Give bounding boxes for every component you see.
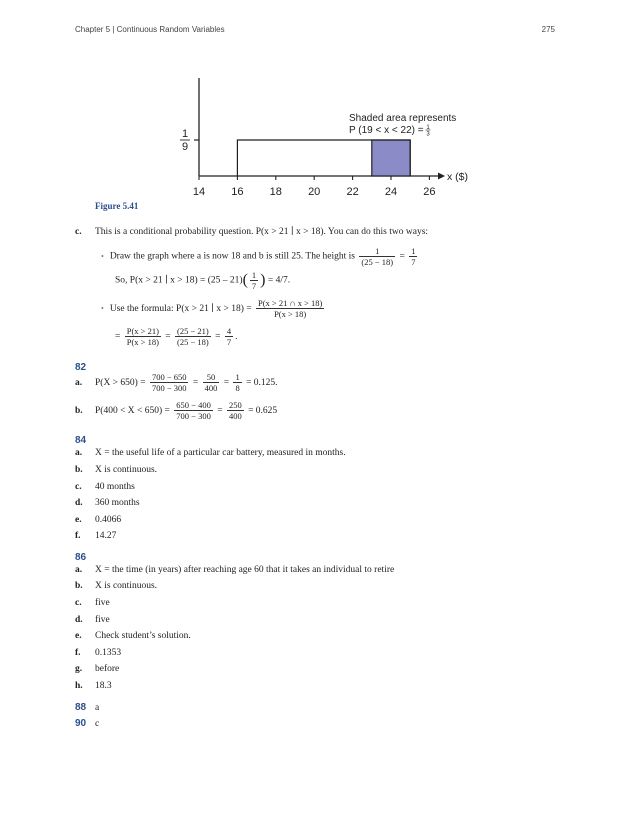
denominator: 8 (235, 383, 240, 394)
running-header: Chapter 5 | Continuous Random Variables (75, 25, 225, 34)
part-c-formula-line (115, 326, 237, 348)
q84-item (75, 447, 346, 459)
item-label: a. (75, 565, 83, 575)
denominator: 7 (251, 281, 257, 291)
numerator: P(x > 21) (126, 326, 159, 337)
item-text: This is a conditional probability question. P(x > 21 ∣ x > 18). You can do this two ways: (95, 227, 429, 237)
item-text: Check student’s solution. (95, 631, 191, 641)
item-label: c. (75, 482, 82, 492)
item-label: a. (75, 378, 83, 388)
denominator: P(x > 18) (256, 308, 324, 319)
bullet-text: Use the formula: P(x > 21 ∣ x > 18) = (109, 304, 252, 314)
item-label: b. (75, 406, 83, 416)
question-number-90: 90 (75, 718, 87, 729)
fraction (203, 372, 220, 393)
equals: = (115, 332, 121, 342)
denominator: 400 (228, 411, 242, 422)
fraction (150, 372, 189, 393)
q86-item (75, 663, 119, 675)
period: . (235, 332, 238, 342)
x-tick-label: 26 (423, 186, 436, 198)
result: = 0.625 (248, 406, 278, 416)
denominator: (25 − 18) (361, 257, 394, 267)
denominator: (25 − 18) (177, 337, 209, 348)
item-label: c. (75, 598, 82, 608)
item-label: b. (75, 581, 83, 591)
fraction (225, 326, 233, 347)
shaded-area (372, 140, 410, 176)
item-label: b. (75, 465, 83, 475)
equals: = (215, 332, 221, 342)
item-text: 18.3 (95, 681, 112, 691)
numerator: 250 (228, 400, 242, 411)
equals: = (165, 332, 171, 342)
item-label: a. (75, 448, 83, 458)
part-c-question (75, 226, 428, 238)
equals: = (399, 251, 405, 262)
equals: = (192, 378, 199, 388)
q84-item (75, 464, 157, 476)
item-label: e. (75, 515, 82, 525)
figure-caption: Figure 5.41 (95, 201, 139, 211)
so-suffix: = 4/7. (267, 275, 291, 286)
denominator: 700 − 300 (151, 383, 187, 394)
question-number-86: 86 (75, 552, 87, 563)
q86-item (75, 614, 110, 626)
annotation-fraction-denominator: 3 (426, 131, 430, 138)
question-number-88: 88 (75, 702, 87, 713)
numerator: 1 (375, 246, 380, 256)
y-tick-denominator: 9 (181, 141, 189, 153)
bullet-icon: • (101, 304, 104, 313)
x-tick-label: 16 (231, 186, 244, 198)
item-label: c. (75, 227, 82, 237)
denominator: P(x > 18) (126, 337, 159, 348)
fraction (227, 400, 244, 421)
question-number-84: 84 (75, 435, 87, 446)
fraction (250, 270, 258, 291)
q84-item (75, 481, 135, 493)
denominator: 400 (204, 383, 218, 394)
item-text: X is continuous. (95, 581, 158, 591)
q86-item (75, 597, 110, 609)
fraction (359, 246, 395, 267)
numerator: 50 (206, 372, 216, 383)
denominator: 7 (226, 337, 232, 348)
denominator: 700 − 300 (176, 411, 211, 422)
item-text: 40 months (95, 482, 135, 492)
fraction (409, 246, 417, 267)
bullet-icon: • (101, 251, 104, 261)
q86-item (75, 564, 394, 576)
part-c-so-line (115, 270, 290, 291)
numerator: 650 − 400 (176, 400, 211, 411)
item-text: X is continuous. (95, 465, 158, 475)
x-tick-label: 22 (346, 186, 359, 198)
fraction (256, 298, 324, 319)
q86-item (75, 647, 121, 659)
q90-answer: c (95, 719, 100, 729)
item-text: 0.4066 (95, 515, 122, 525)
fraction (233, 372, 241, 393)
q88-answer: a (95, 703, 100, 713)
item-text: 0.1353 (95, 648, 122, 658)
x-tick-label: 20 (308, 186, 321, 198)
numerator: 1 (251, 270, 257, 280)
uniform-distribution-figure (170, 75, 480, 200)
item-label: f. (75, 531, 81, 541)
equals: = (223, 378, 230, 388)
item-text: X = the useful life of a particular car battery, measured in months. (95, 448, 346, 458)
bullet-text: Draw the graph where a is now 18 and b is still 25. The height is (109, 251, 356, 262)
fraction (175, 326, 211, 347)
q82-part-b (75, 400, 277, 422)
annotation-line-1: Shaded area represents (349, 113, 457, 124)
x-axis-arrow (438, 173, 445, 180)
annotation-fraction-numerator: 1 (426, 125, 430, 131)
q84-item (75, 514, 121, 526)
numerator: (25 − 21) (177, 326, 209, 337)
item-text: five (95, 615, 110, 625)
x-axis-label: x ($) (447, 171, 468, 183)
close-paren: ) (260, 271, 266, 289)
so-prefix: So, P(x > 21 ∣ x > 18) = (25 – 21) (115, 275, 243, 286)
numerator: 1 (411, 246, 416, 256)
fraction (174, 400, 213, 421)
question-number-82: 82 (75, 362, 87, 373)
equals: = (217, 406, 223, 416)
item-label: d. (75, 615, 83, 625)
numerator: 700 − 650 (151, 372, 187, 383)
expression-prefix: P(X > 650) = (95, 378, 146, 388)
item-text: X = the time (in years) after reaching age 60 that it takes an individual to retire (95, 565, 395, 575)
y-tick-numerator: 1 (181, 128, 189, 140)
fraction (125, 326, 161, 347)
q86-item (75, 630, 191, 642)
numerator: 4 (226, 326, 232, 337)
item-label: h. (75, 681, 83, 691)
item-label: g. (75, 664, 83, 674)
x-tick-label: 24 (384, 186, 398, 198)
result: = 0.125. (246, 378, 278, 388)
q84-item (75, 530, 116, 542)
annotation-probability: P (19 < x < 22) = (349, 125, 424, 136)
open-paren: ( (242, 271, 248, 289)
q86-item (75, 580, 157, 592)
item-label: f. (75, 648, 81, 658)
part-c-bullet-1 (101, 246, 419, 267)
denominator: 7 (411, 257, 416, 267)
x-tick-label: 18 (269, 186, 282, 198)
numerator: 1 (235, 372, 240, 383)
item-text: before (95, 664, 120, 674)
item-text: 360 months (95, 498, 140, 508)
numerator: P(x > 21 ∩ x > 18) (257, 298, 323, 309)
item-text: five (95, 598, 110, 608)
part-c-bullet-2 (101, 298, 326, 320)
item-label: d. (75, 498, 83, 508)
item-label: e. (75, 631, 82, 641)
x-tick-label: 14 (192, 186, 206, 198)
q84-item (75, 497, 140, 509)
item-text: 14.27 (95, 531, 117, 541)
expression-prefix: P(400 < X < 650) = (95, 406, 170, 416)
q86-item (75, 680, 112, 692)
page-number: 275 (541, 25, 555, 34)
q82-part-a (75, 372, 278, 394)
